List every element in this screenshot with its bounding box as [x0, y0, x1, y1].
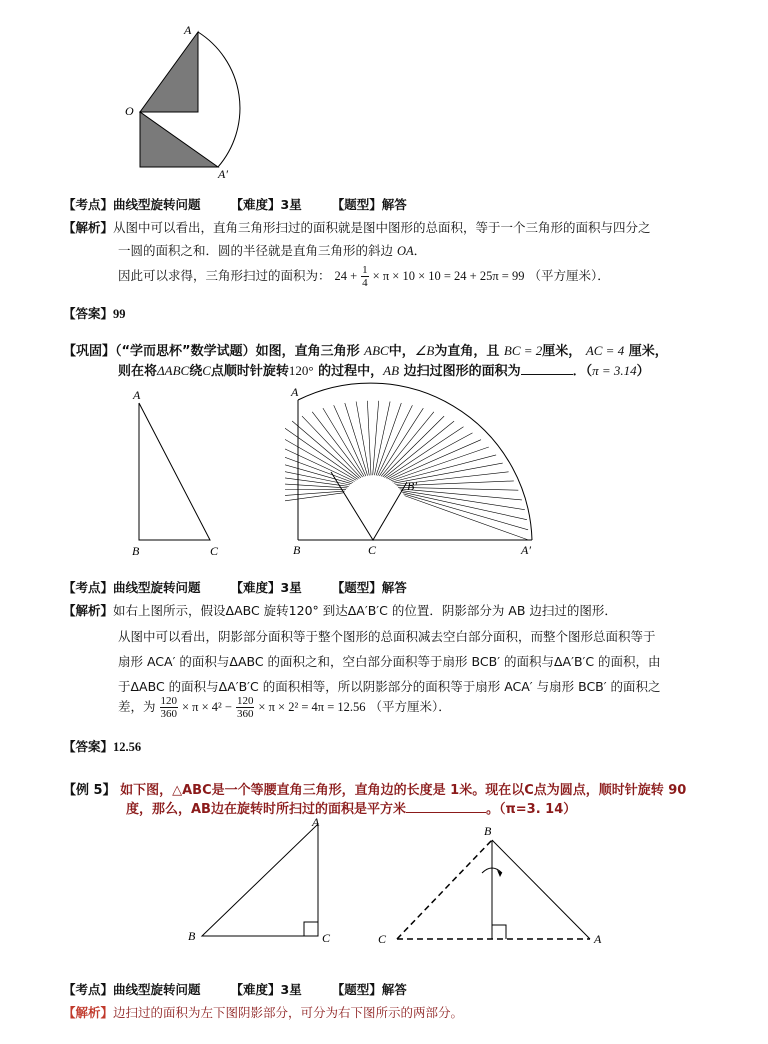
kaodian-tag: 【考点】 — [63, 982, 114, 997]
nandu-value: 3星 — [280, 580, 302, 595]
calc-part-2: × π × 2² = 4π = 12.56 — [258, 700, 366, 714]
var-ac: AC = 4 — [585, 343, 625, 358]
jiexi-text-2: 一圆的面积之和．圆的半径就是直角三角形的斜边 — [118, 243, 394, 258]
q-text: 绕 — [189, 364, 203, 379]
var-angle-b: ∠B — [414, 343, 435, 358]
label-C: C — [378, 932, 387, 946]
fraction-120-360-a — [160, 695, 179, 720]
q-text: 中， — [388, 344, 415, 359]
figure-sector-sweep — [285, 382, 545, 562]
calc-unit: （平方厘米）． — [369, 699, 451, 714]
label-B: B — [293, 543, 301, 557]
meta-row-2 — [63, 578, 407, 596]
jiexi-text-1: 从图中可以看出，直角三角形扫过的面积就是图中图形的总面积，等于一个三角形的面积与四分之 — [113, 220, 651, 235]
triangle-a-prime-b-prime-c — [331, 472, 407, 540]
fraction-120-360-b — [236, 695, 255, 720]
tixing-tag: 【题型】 — [331, 982, 382, 997]
jiexi-line-1 — [63, 218, 651, 236]
label-A: A — [594, 932, 602, 946]
kaodian-value: 曲线型旋转问题 — [113, 982, 201, 997]
line-ba — [492, 840, 590, 939]
q-text: ．（ — [572, 364, 593, 379]
gonggu-line-2 — [118, 360, 650, 379]
sweep-line — [374, 402, 390, 476]
right-angle-mark — [492, 925, 506, 939]
tixing-value: 解答 — [381, 580, 407, 595]
label-C: C — [322, 931, 331, 945]
answer-blank[interactable] — [406, 812, 486, 813]
q-text: 为直角，且 — [434, 344, 500, 359]
outer-arc — [298, 383, 532, 540]
frac-num: 1 — [362, 264, 368, 276]
label-O: O — [125, 104, 134, 118]
right-angle-mark — [304, 922, 318, 936]
q-text: 边扫过图形的面积为 — [403, 364, 521, 379]
gonggu-tag: 【巩固】 — [63, 344, 116, 359]
calc-a: 24 + — [334, 269, 358, 283]
q-text: 点顺时针旋转 — [210, 364, 289, 379]
calc-unit: （平方厘米）． — [528, 268, 610, 283]
jiexi-tag: 【解析】 — [63, 1005, 114, 1020]
tixing-value: 解答 — [381, 982, 407, 997]
var-tri: ΔABC — [157, 363, 190, 378]
sweep-line — [392, 455, 496, 482]
calc-pre: 因此可以求得，三角形扫过的面积为： — [118, 268, 331, 283]
sweep-line — [356, 402, 369, 476]
sweep-line — [323, 408, 364, 476]
sweep-line — [334, 405, 366, 476]
answer-value: 12.56 — [113, 740, 142, 754]
jiexi-tag: 【解析】 — [63, 220, 114, 235]
var-pi: π = 3.14 — [592, 363, 637, 378]
example-text: 。（π=3. 14） — [485, 802, 577, 817]
var-abc: ABC — [364, 343, 389, 358]
label-A-prime: A′ — [521, 543, 531, 557]
frac-den: 360 — [236, 708, 254, 720]
sweep-line — [376, 403, 401, 475]
q-text: 厘米， — [628, 344, 668, 359]
gonggu-line-1 — [63, 340, 668, 359]
sweep-line — [401, 490, 525, 509]
sweep-line — [405, 496, 529, 540]
jiexi-2-line-5 — [118, 695, 451, 720]
sweep-line — [285, 491, 345, 500]
var-deg: 120° — [288, 363, 314, 378]
quarter-arc — [198, 32, 240, 167]
calc-line — [118, 264, 610, 289]
jiexi-text: 于ΔABC 的面积与ΔA′B′C 的面积相等，所以阴影部分的面积等于扇形 ACA′ 与扇形 BCB′ 的面积之 — [118, 679, 661, 694]
sweep-line — [285, 493, 343, 510]
nandu-value: 3星 — [280, 197, 302, 212]
var-OA: OA — [397, 244, 414, 258]
meta-row-3 — [63, 980, 407, 998]
frac-num: 120 — [160, 695, 177, 707]
jiexi-2-line-3 — [118, 652, 661, 670]
shaded-triangle-top — [140, 32, 198, 112]
label-A: A — [291, 385, 299, 399]
example5-line-1 — [63, 779, 686, 798]
nandu-tag: 【难度】 — [230, 982, 281, 997]
jiexi-text: 如右上图所示，假设ΔABC 旋转120° 到达ΔA′B′C 的位置．阴影部分为 AB 边扫过的图形． — [113, 603, 617, 618]
sweep-line — [367, 401, 371, 476]
answer-row-1 — [63, 304, 126, 322]
answer-tag: 【答案】 — [63, 306, 114, 321]
nandu-tag: 【难度】 — [230, 580, 281, 595]
label-A: A — [184, 23, 192, 37]
jiexi-2-line-2 — [118, 627, 656, 645]
q-text: ） — [636, 364, 650, 379]
jiexi-line-2 — [118, 241, 426, 259]
example-text: 如下图，△ABC是一个等腰直角三角形，直角边的长度是 1米。现在以C点为圆点，顺时针旋转 90 — [120, 783, 687, 798]
figure-triangle-abc — [125, 385, 235, 565]
jiexi-2-line-1 — [63, 601, 617, 619]
calc-b: × π × 10 × 10 = 24 + 25π = 99 — [372, 269, 525, 283]
frac-den: 360 — [160, 708, 177, 720]
sweep-line — [285, 489, 346, 490]
kaodian-value: 曲线型旋转问题 — [113, 580, 201, 595]
sweep-line — [402, 492, 527, 520]
shaded-triangle-bottom — [140, 112, 218, 167]
label-B: B — [484, 824, 492, 838]
label-A: A — [133, 388, 141, 402]
q-text: 的过程中， — [318, 364, 384, 379]
q-text: 厘米， — [542, 344, 582, 359]
kaodian-tag: 【考点】 — [63, 197, 114, 212]
var-c: C — [202, 363, 211, 378]
sweep-line — [373, 401, 379, 475]
label-A: A — [312, 815, 320, 829]
calc-part-1: × π × 4² − — [181, 700, 232, 714]
triangle-abc — [139, 403, 210, 540]
meta-row-1 — [63, 195, 407, 213]
jiexi-text: 边扫过的面积为左下图阴影部分，可分为右下图所示的两部分。 — [113, 1005, 464, 1020]
tixing-value: 解答 — [381, 197, 407, 212]
dashed-line-bc — [397, 840, 492, 939]
jiexi-text: 差，为 — [118, 699, 156, 714]
triangle-abc — [202, 824, 318, 936]
jiexi-text: 从图中可以看出，阴影部分面积等于整个图形的总面积减去空白部分面积，而整个图形总面积等于 — [118, 629, 656, 644]
answer-tag: 【答案】 — [63, 739, 114, 754]
answer-blank[interactable] — [521, 374, 573, 375]
label-A-prime: A′ — [218, 167, 228, 181]
jiexi-tag: 【解析】 — [63, 603, 114, 618]
label-B-prime: B′ — [407, 479, 417, 493]
label-B: B — [188, 929, 196, 943]
sweep-lines — [285, 401, 528, 540]
kaodian-tag: 【考点】 — [63, 580, 114, 595]
sweep-line — [403, 494, 528, 530]
tixing-tag: 【题型】 — [331, 197, 382, 212]
label-B: B — [132, 544, 140, 558]
figure-rotated-triangle — [370, 815, 620, 950]
kaodian-value: 曲线型旋转问题 — [113, 197, 201, 212]
var-bc: BC = 2 — [503, 343, 543, 358]
label-C: C — [368, 543, 377, 557]
frac-num: 120 — [236, 695, 254, 707]
example-tag: 【例 5】 — [63, 783, 116, 798]
var-ab: AB — [383, 363, 400, 378]
fraction-1-4 — [361, 264, 369, 289]
jiexi-3-line-1 — [63, 1003, 463, 1021]
q-text: 则在将 — [118, 364, 158, 379]
nandu-tag: 【难度】 — [230, 197, 281, 212]
figure-quarter-circle-triangles — [120, 20, 250, 185]
figure-isosceles-triangle — [180, 812, 340, 952]
q-text: （“学而思杯”数学试题）如图，直角三角形 — [115, 344, 360, 359]
label-C: C — [210, 544, 219, 558]
sweep-line — [379, 408, 423, 476]
jiexi-text-2-end: ． — [413, 243, 427, 258]
tixing-tag: 【题型】 — [331, 580, 382, 595]
frac-den: 4 — [362, 277, 368, 289]
jiexi-text: 扇形 ACA′ 的面积与ΔABC 的面积之和，空白部分面积等于扇形 BCB′ 的面积与ΔA′B′C 的面积，由 — [118, 654, 661, 669]
sweep-line — [285, 433, 356, 480]
answer-value: 99 — [113, 307, 126, 321]
answer-row-2 — [63, 737, 141, 755]
nandu-value: 3星 — [280, 982, 302, 997]
example-text: 度，那么，AB边在旋转时所扫过的面积是平方米 — [126, 802, 406, 817]
jiexi-2-line-4 — [118, 677, 661, 695]
